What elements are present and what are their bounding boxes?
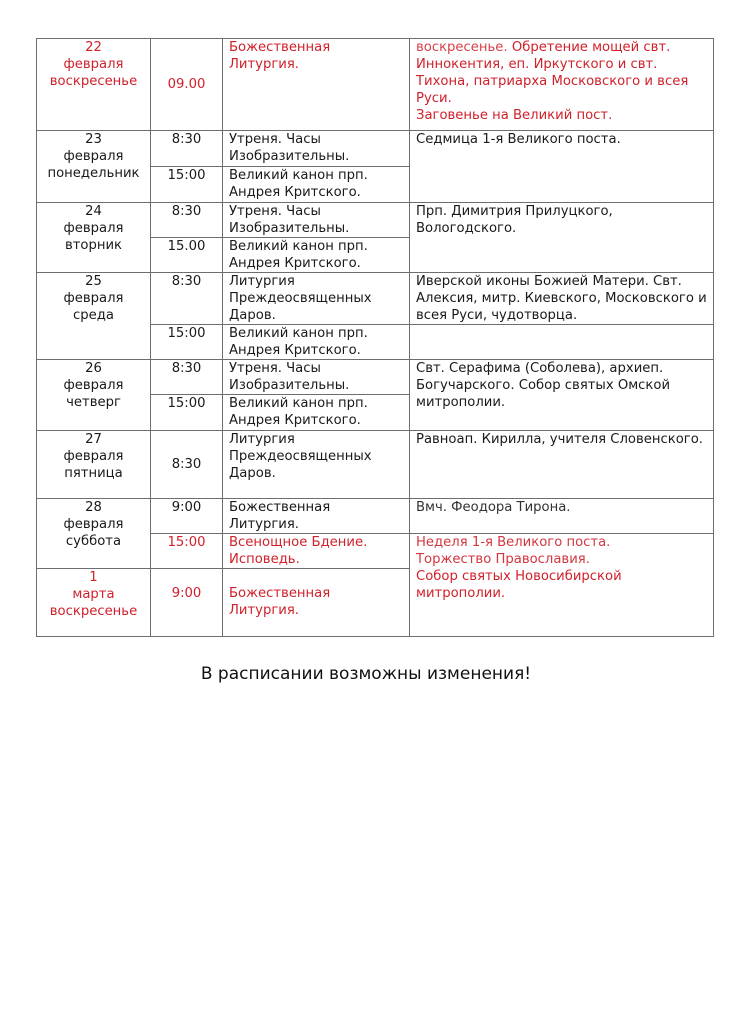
time-cell: 15:00 <box>151 534 223 569</box>
table-row <box>37 499 714 534</box>
commemoration-cell <box>410 499 714 534</box>
month: февраля <box>63 291 124 306</box>
service-cell: Утреня. Часы Изобразительны. <box>223 360 410 395</box>
commemoration-cell <box>410 273 714 325</box>
date-cell <box>37 569 151 637</box>
commemoration-text: Обретение мощей свт. Иннокентия, еп. Иркутского и свт. Тихона, патриарха Московского и всея Руси. <box>416 40 689 106</box>
date-cell <box>37 39 151 131</box>
commemoration-text: Прп. Димитрия Прилуцкого, Вологодского. <box>416 204 613 236</box>
schedule-change-notice: В расписании возможны изменения! <box>200 664 532 684</box>
day-number: 22 <box>85 40 102 55</box>
commemoration-cell <box>410 39 714 131</box>
day-number: 1 <box>89 570 98 585</box>
table-row <box>37 360 714 395</box>
commemoration-cell <box>410 360 714 431</box>
date-cell <box>37 131 151 203</box>
service-cell: Утреня. Часы Изобразительны. <box>223 131 410 167</box>
table-row <box>37 203 714 238</box>
service-cell: Божественная Литургия. <box>223 569 410 637</box>
month: февраля <box>63 221 124 236</box>
month: февраля <box>63 517 124 532</box>
time-cell: 15:00 <box>151 167 223 203</box>
commemoration-line: Собор святых Новосибирской митрополии. <box>416 569 622 601</box>
commemoration-text: Иверской иконы Божией Матери. Свт. Алексия, митр. Киевского, Московского и всея Руси, чудотворца. <box>416 274 707 323</box>
table-row <box>37 431 714 499</box>
day-number: 26 <box>85 361 102 376</box>
day-number: 25 <box>85 274 102 289</box>
service-cell: Литургия Преждеосвященных Даров. <box>223 431 410 499</box>
weekday: среда <box>73 308 114 323</box>
commemoration-cell <box>410 534 714 637</box>
time-cell: 9:00 <box>151 499 223 534</box>
service-cell: Великий канон прп. Андрея Критского. <box>223 325 410 360</box>
time-cell: 8:30 <box>151 131 223 167</box>
weekday: понедельник <box>47 166 140 181</box>
service-cell: Литургия Преждеосвященных Даров. <box>223 273 410 325</box>
table-row <box>37 131 714 167</box>
commemoration-note: Заговенье на Великий пост. <box>416 108 613 123</box>
weekday: суббота <box>65 534 122 549</box>
time-cell: 15.00 <box>151 238 223 273</box>
commemoration-text: Равноап. Кирилла, учителя Словенского. <box>416 432 703 447</box>
service-cell: Божественная Литургия. <box>223 499 410 534</box>
day-number: 27 <box>85 432 102 447</box>
service-cell: Всенощное Бдение. Исповедь. <box>223 534 410 569</box>
service-cell: Великий канон прп. Андрея Критского. <box>223 238 410 273</box>
commemoration-cell <box>410 131 714 203</box>
service-cell: Божественная Литургия. <box>223 39 410 131</box>
time-cell: 09.00 <box>151 39 223 131</box>
time-cell: 8:30 <box>151 273 223 325</box>
table-row <box>37 273 714 325</box>
day-number: 24 <box>85 204 102 219</box>
month: февраля <box>63 149 124 164</box>
weekday: четверг <box>66 395 121 410</box>
commemoration-cell-empty <box>410 325 714 360</box>
day-number: 23 <box>85 132 102 147</box>
weekday: пятница <box>64 466 123 481</box>
commemoration-line: Неделя 1-я Великого поста. <box>416 535 611 550</box>
month: марта <box>72 587 115 602</box>
time-cell: 9:00 <box>151 569 223 637</box>
schedule-table <box>36 38 714 637</box>
time-cell: 15:00 <box>151 395 223 431</box>
commemoration-line: Торжество Православия. <box>416 552 590 567</box>
commemoration-text: Вмч. Феодора Тирона. <box>416 500 571 515</box>
commemoration-text: Свт. Серафима (Соболева), архиеп. Богучарского. Собор святых Омской митрополии. <box>416 361 671 410</box>
service-cell: Великий канон прп. Андрея Критского. <box>223 167 410 203</box>
date-cell <box>37 431 151 499</box>
time-cell: 15:00 <box>151 325 223 360</box>
month: февраля <box>63 449 124 464</box>
time-cell: 8:30 <box>151 203 223 238</box>
service-cell: Великий канон прп. Андрея Критского. <box>223 395 410 431</box>
commemoration-cell <box>410 431 714 499</box>
month: февраля <box>63 57 124 72</box>
day-number: 28 <box>85 500 102 515</box>
weekday: вторник <box>64 238 123 253</box>
service-cell: Утреня. Часы Изобразительны. <box>223 203 410 238</box>
date-cell <box>37 203 151 273</box>
weekday: воскресенье <box>49 604 138 619</box>
time-cell: 8:30 <box>151 431 223 499</box>
table-row <box>37 39 714 131</box>
time-cell: 8:30 <box>151 360 223 395</box>
commemoration-cell <box>410 203 714 273</box>
date-cell <box>37 273 151 360</box>
date-cell <box>37 360 151 431</box>
month: февраля <box>63 378 124 393</box>
commemoration-lead: воскресенье. <box>416 40 508 55</box>
date-cell <box>37 499 151 569</box>
weekday: воскресенье <box>49 74 138 89</box>
commemoration-text: Седмица 1-я Великого поста. <box>416 132 621 147</box>
